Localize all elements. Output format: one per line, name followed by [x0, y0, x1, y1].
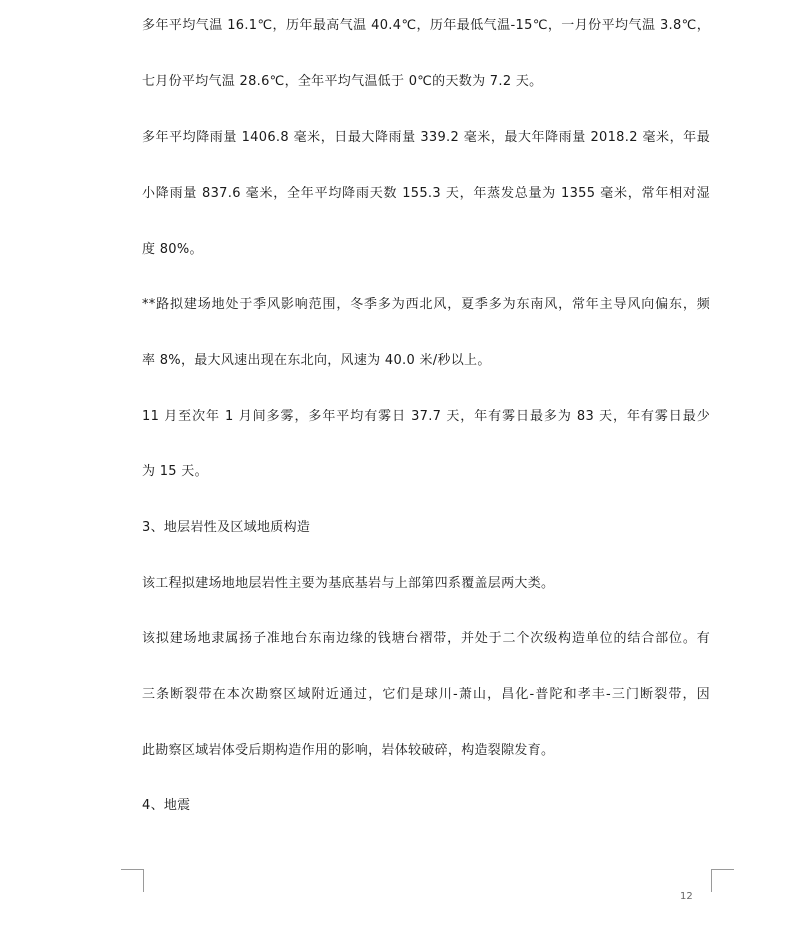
- text-line: 多年平均降雨量 1406.8 毫米，日最大降雨量 339.2 毫米，最大年降雨量 2018.2 毫米，年最: [142, 130, 710, 145]
- text-line: 率 8%，最大风速出现在东北向，风速为 40.0 米/秒以上。: [142, 353, 491, 368]
- text-line: **路拟建场地处于季风影响范围，冬季多为西北风，夏季多为东南风，常年主导风向偏东，频: [142, 297, 710, 312]
- page-corner-mark-right: [711, 869, 734, 892]
- page-number: 12: [680, 891, 693, 902]
- text-line: 11 月至次年 1 月间多雾，多年平均有雾日 37.7 天，年有雾日最多为 83 天，年有雾日最少: [142, 409, 710, 424]
- text-line: 小降雨量 837.6 毫米，全年平均降雨天数 155.3 天，年蒸发总量为 1355 毫米，常年相对湿: [142, 186, 710, 201]
- section-heading: 3、地层岩性及区域地质构造: [142, 520, 311, 535]
- text-line: 三条断裂带在本次勘察区域附近通过，它们是球川-萧山，昌化-普陀和孝丰-三门断裂带，因: [142, 687, 710, 702]
- text-line: 该工程拟建场地地层岩性主要为基底基岩与上部第四系覆盖层两大类。: [142, 576, 555, 591]
- text-line: 该拟建场地隶属扬子准地台东南边缘的钱塘台褶带，并处于二个次级构造单位的结合部位。有: [142, 631, 710, 646]
- page-corner-mark-left: [121, 869, 144, 892]
- text-line: 为 15 天。: [142, 464, 208, 479]
- text-line: 七月份平均气温 28.6℃，全年平均气温低于 0℃的天数为 7.2 天。: [142, 74, 543, 89]
- text-line: 度 80%。: [142, 242, 203, 257]
- text-line: 此勘察区域岩体受后期构造作用的影响，岩体较破碎，构造裂隙发育。: [142, 743, 555, 758]
- section-heading: 4、地震: [142, 798, 191, 813]
- text-line: 多年平均气温 16.1℃，历年最高气温 40.4℃，历年最低气温-15℃，一月份平均气温 3.8℃，: [142, 18, 710, 33]
